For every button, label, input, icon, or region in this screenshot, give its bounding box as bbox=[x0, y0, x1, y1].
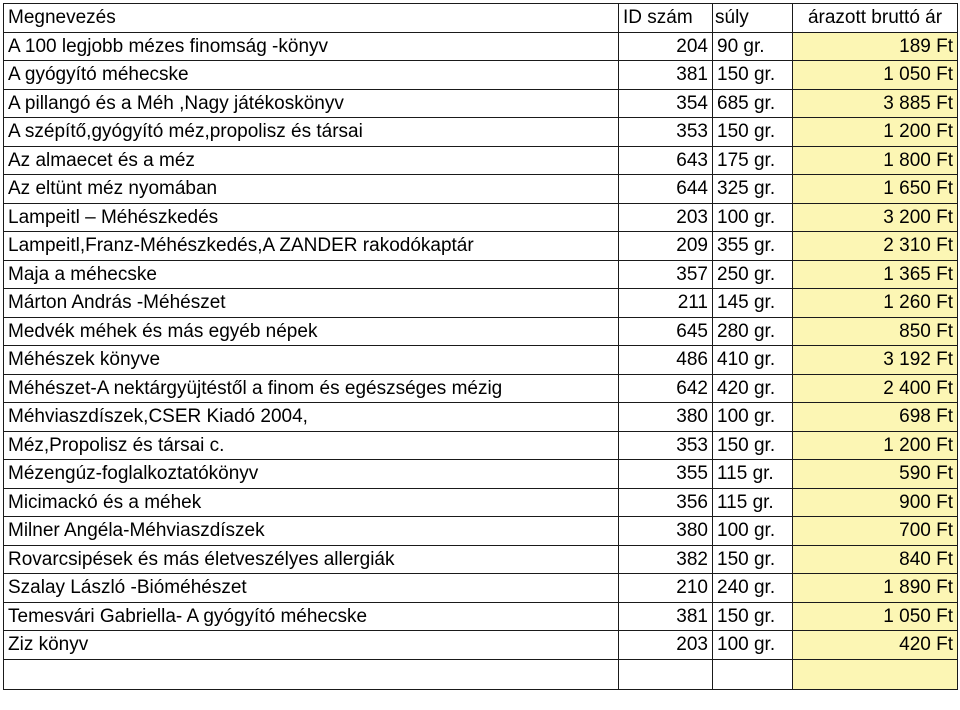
cell-weight[interactable]: 355 gr. bbox=[713, 232, 793, 261]
table-row bbox=[4, 89, 958, 118]
cell-name[interactable]: Lampeitl,Franz-Méhészkedés,A ZANDER rakodókaptár bbox=[4, 232, 619, 261]
empty-row bbox=[4, 659, 958, 689]
cell-name[interactable]: A pillangó és a Méh ,Nagy játékoskönyv bbox=[4, 89, 619, 118]
cell-price[interactable]: 698 Ft bbox=[793, 403, 958, 432]
cell-price[interactable]: 1 050 Ft bbox=[793, 61, 958, 90]
cell-weight[interactable]: 150 gr. bbox=[713, 431, 793, 460]
cell-price[interactable]: 1 200 Ft bbox=[793, 118, 958, 147]
table-row bbox=[4, 289, 958, 318]
table-row bbox=[4, 317, 958, 346]
cell-weight[interactable]: 325 gr. bbox=[713, 175, 793, 204]
header-name[interactable]: Megnevezés bbox=[4, 4, 619, 33]
cell-name[interactable]: Szalay László -Bióméhészet bbox=[4, 574, 619, 603]
cell-name[interactable]: Mézengúz-foglalkoztatókönyv bbox=[4, 460, 619, 489]
cell-weight[interactable]: 175 gr. bbox=[713, 146, 793, 175]
table-row bbox=[4, 460, 958, 489]
table-row bbox=[4, 488, 958, 517]
cell-weight-empty[interactable] bbox=[713, 659, 793, 689]
cell-weight[interactable]: 100 gr. bbox=[713, 631, 793, 660]
cell-id[interactable]: 643 bbox=[619, 146, 713, 175]
cell-price[interactable]: 2 310 Ft bbox=[793, 232, 958, 261]
cell-id[interactable]: 355 bbox=[619, 460, 713, 489]
table-row bbox=[4, 61, 958, 90]
cell-name[interactable]: Méhviaszdíszek,CSER Kiadó 2004, bbox=[4, 403, 619, 432]
cell-price[interactable]: 420 Ft bbox=[793, 631, 958, 660]
cell-name[interactable]: Maja a méhecske bbox=[4, 260, 619, 289]
cell-price[interactable]: 1 365 Ft bbox=[793, 260, 958, 289]
cell-name[interactable]: Márton András -Méhészet bbox=[4, 289, 619, 318]
cell-price[interactable]: 3 192 Ft bbox=[793, 346, 958, 375]
cell-weight[interactable]: 150 gr. bbox=[713, 61, 793, 90]
cell-id[interactable]: 382 bbox=[619, 545, 713, 574]
cell-id[interactable]: 380 bbox=[619, 403, 713, 432]
cell-weight[interactable]: 150 gr. bbox=[713, 118, 793, 147]
cell-price[interactable]: 1 650 Ft bbox=[793, 175, 958, 204]
cell-weight[interactable]: 100 gr. bbox=[713, 203, 793, 232]
cell-price[interactable]: 1 050 Ft bbox=[793, 602, 958, 631]
cell-price[interactable]: 1 260 Ft bbox=[793, 289, 958, 318]
cell-id[interactable]: 203 bbox=[619, 203, 713, 232]
cell-price[interactable]: 590 Ft bbox=[793, 460, 958, 489]
price-table bbox=[3, 3, 958, 690]
table-row bbox=[4, 374, 958, 403]
cell-name-empty[interactable] bbox=[4, 659, 619, 689]
table-row bbox=[4, 545, 958, 574]
cell-id[interactable]: 353 bbox=[619, 118, 713, 147]
cell-price[interactable]: 189 Ft bbox=[793, 32, 958, 61]
cell-name[interactable]: A szépítő,gyógyító méz,propolisz és társai bbox=[4, 118, 619, 147]
cell-name[interactable]: Rovarcsipések és más életveszélyes allergiák bbox=[4, 545, 619, 574]
cell-id[interactable]: 203 bbox=[619, 631, 713, 660]
cell-weight[interactable]: 685 gr. bbox=[713, 89, 793, 118]
cell-name[interactable]: Méz,Propolisz és társai c. bbox=[4, 431, 619, 460]
cell-price[interactable]: 2 400 Ft bbox=[793, 374, 958, 403]
cell-name[interactable]: Ziz könyv bbox=[4, 631, 619, 660]
cell-name[interactable]: Lampeitl – Méhészkedés bbox=[4, 203, 619, 232]
cell-id[interactable]: 645 bbox=[619, 317, 713, 346]
table-row bbox=[4, 431, 958, 460]
cell-price[interactable]: 840 Ft bbox=[793, 545, 958, 574]
cell-price[interactable]: 900 Ft bbox=[793, 488, 958, 517]
cell-weight[interactable]: 115 gr. bbox=[713, 460, 793, 489]
cell-name[interactable]: Méhészet-A nektárgyüjtéstől a finom és egészséges mézig bbox=[4, 374, 619, 403]
cell-weight[interactable]: 100 gr. bbox=[713, 403, 793, 432]
header-row bbox=[4, 4, 958, 33]
header-id[interactable]: ID szám bbox=[619, 4, 713, 33]
cell-weight[interactable]: 410 gr. bbox=[713, 346, 793, 375]
table-row bbox=[4, 203, 958, 232]
cell-name[interactable]: Micimackó és a méhek bbox=[4, 488, 619, 517]
cell-price[interactable]: 700 Ft bbox=[793, 517, 958, 546]
cell-id[interactable]: 642 bbox=[619, 374, 713, 403]
cell-weight[interactable]: 240 gr. bbox=[713, 574, 793, 603]
cell-id[interactable]: 210 bbox=[619, 574, 713, 603]
cell-id[interactable]: 354 bbox=[619, 89, 713, 118]
cell-price[interactable]: 1 200 Ft bbox=[793, 431, 958, 460]
cell-price-empty[interactable] bbox=[793, 659, 958, 689]
cell-id[interactable]: 357 bbox=[619, 260, 713, 289]
header-price[interactable]: árazott bruttó ár bbox=[793, 4, 958, 33]
cell-id[interactable]: 211 bbox=[619, 289, 713, 318]
cell-weight[interactable]: 150 gr. bbox=[713, 602, 793, 631]
cell-weight[interactable]: 145 gr. bbox=[713, 289, 793, 318]
cell-weight[interactable]: 280 gr. bbox=[713, 317, 793, 346]
cell-name[interactable]: A 100 legjobb mézes finomság -könyv bbox=[4, 32, 619, 61]
cell-price[interactable]: 1 800 Ft bbox=[793, 146, 958, 175]
cell-name[interactable]: A gyógyító méhecske bbox=[4, 61, 619, 90]
cell-id[interactable]: 204 bbox=[619, 32, 713, 61]
cell-name[interactable]: Medvék méhek és más egyéb népek bbox=[4, 317, 619, 346]
cell-id-empty[interactable] bbox=[619, 659, 713, 689]
cell-weight[interactable]: 250 gr. bbox=[713, 260, 793, 289]
cell-id[interactable]: 353 bbox=[619, 431, 713, 460]
table-row bbox=[4, 574, 958, 603]
cell-name[interactable]: Az eltünt méz nyomában bbox=[4, 175, 619, 204]
table-row bbox=[4, 346, 958, 375]
cell-weight[interactable]: 150 gr. bbox=[713, 545, 793, 574]
cell-id[interactable]: 644 bbox=[619, 175, 713, 204]
table-row bbox=[4, 602, 958, 631]
cell-weight[interactable]: 420 gr. bbox=[713, 374, 793, 403]
cell-weight[interactable]: 115 gr. bbox=[713, 488, 793, 517]
table-body bbox=[4, 4, 958, 690]
cell-name[interactable]: Temesvári Gabriella- A gyógyító méhecske bbox=[4, 602, 619, 631]
cell-price[interactable]: 1 890 Ft bbox=[793, 574, 958, 603]
table-row bbox=[4, 118, 958, 147]
cell-price[interactable]: 850 Ft bbox=[793, 317, 958, 346]
table-row bbox=[4, 631, 958, 660]
cell-id[interactable]: 356 bbox=[619, 488, 713, 517]
table-row bbox=[4, 146, 958, 175]
cell-name[interactable]: Méhészek könyve bbox=[4, 346, 619, 375]
table-row bbox=[4, 232, 958, 261]
table-row bbox=[4, 403, 958, 432]
cell-weight[interactable]: 90 gr. bbox=[713, 32, 793, 61]
header-weight[interactable]: súly bbox=[713, 4, 793, 33]
table-row bbox=[4, 260, 958, 289]
cell-price[interactable]: 3 885 Ft bbox=[793, 89, 958, 118]
cell-price[interactable]: 3 200 Ft bbox=[793, 203, 958, 232]
cell-id[interactable]: 209 bbox=[619, 232, 713, 261]
table-row bbox=[4, 32, 958, 61]
cell-id[interactable]: 381 bbox=[619, 61, 713, 90]
cell-id[interactable]: 486 bbox=[619, 346, 713, 375]
table-row bbox=[4, 175, 958, 204]
cell-name[interactable]: Milner Angéla-Méhviaszdíszek bbox=[4, 517, 619, 546]
cell-id[interactable]: 380 bbox=[619, 517, 713, 546]
cell-name[interactable]: Az almaecet és a méz bbox=[4, 146, 619, 175]
table-row bbox=[4, 517, 958, 546]
cell-weight[interactable]: 100 gr. bbox=[713, 517, 793, 546]
cell-id[interactable]: 381 bbox=[619, 602, 713, 631]
